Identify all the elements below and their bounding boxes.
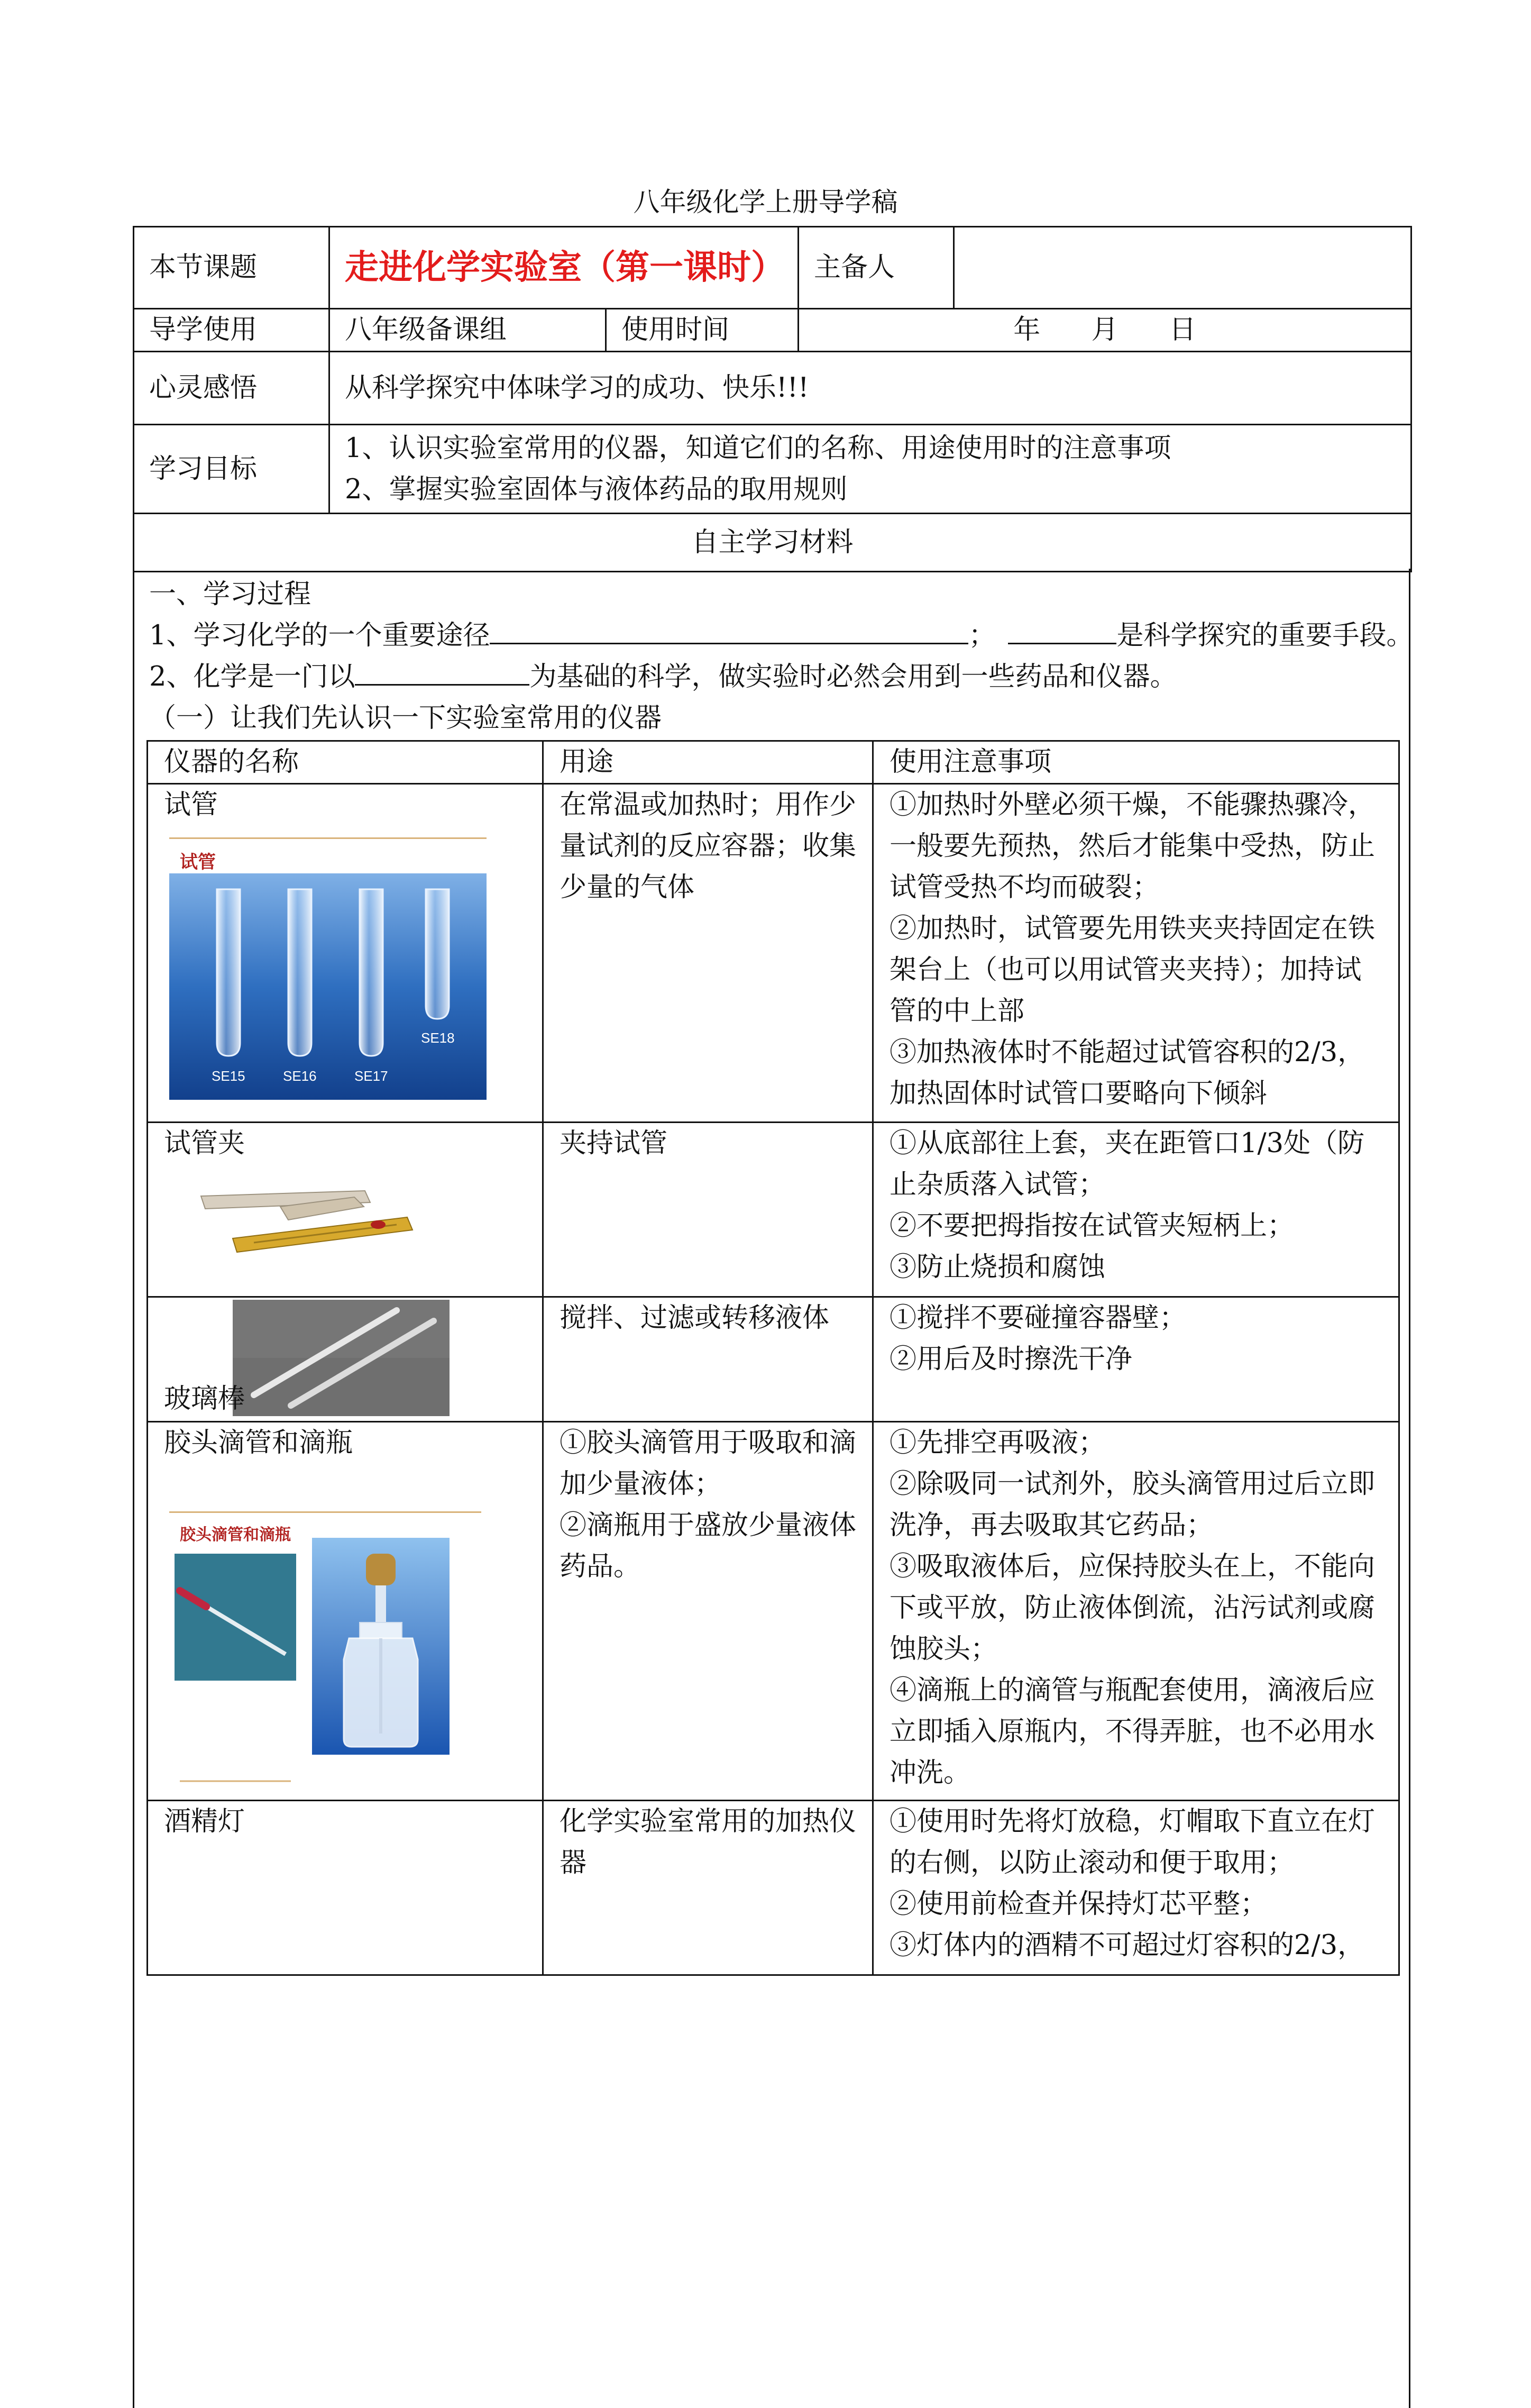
table-row (148, 784, 1399, 1123)
insight-value: 从科学探究中体味学习的成功、快乐!!! (329, 352, 1411, 425)
table-row (148, 1801, 1399, 1975)
instrument-notes (873, 1297, 1399, 1422)
tube-label: SE18 (421, 1030, 455, 1046)
note-item: ④滴瓶上的滴管与瓶配套使用，滴液后应立即插入原瓶内，不得弄脏，也不必用水冲洗。 (890, 1675, 1376, 1789)
goal-item: 1、认识实验室常用的仪器，知道它们的名称、用途使用时的注意事项 (345, 432, 1171, 464)
goals-list (329, 425, 1411, 514)
note-item: ③加热液体时不能超过试管容积的2/3，加热固体时试管口要略向下倾斜 (890, 1037, 1365, 1109)
col-header-notes: 使用注意事项 (873, 741, 1399, 784)
page-title: 八年级化学上册导学稿 (633, 187, 898, 217)
lesson-title: 走进化学实验室（第一课时） (329, 227, 799, 309)
test-tube-photo (169, 873, 487, 1100)
instrument-use: 化学实验室常用的加热仪器 (543, 1801, 873, 1975)
instrument-notes (873, 1123, 1399, 1297)
image-caption: 胶头滴管和滴瓶 (180, 1526, 291, 1544)
self-study-heading: 自主学习材料 (134, 514, 1411, 572)
instrument-name-cell (148, 1123, 543, 1297)
table-row (148, 1123, 1399, 1297)
dropper-bottle-image (164, 1501, 492, 1797)
preparer-label: 主备人 (799, 227, 954, 309)
instrument-notes (873, 1801, 1399, 1975)
question-2: 2、化学是一门以 为基础的科学，做实验时必然会用到一些药品和仪器。 (149, 656, 1177, 698)
instrument-name: 胶头滴管和滴瓶 (164, 1427, 353, 1458)
note-item: ②除吸同一试剂外，胶头滴管用过后立即洗净，再去吸取其它药品； (890, 1468, 1376, 1541)
image-caption: 试管 (180, 852, 216, 873)
test-tube-holder-image (196, 1175, 418, 1265)
note-item: ③灯体内的酒精不可超过灯容积的2/3， (890, 1930, 1365, 1961)
usage-label: 导学使用 (134, 309, 329, 352)
preparer-value (954, 227, 1411, 309)
tube-label: SE15 (212, 1068, 245, 1084)
note-item: ②不要把拇指按在试管夹短柄上； (890, 1210, 1295, 1242)
tube-label: SE16 (283, 1068, 317, 1084)
use-item: ①胶头滴管用于吸取和滴加少量液体； (560, 1427, 857, 1500)
note-item: ③防止烧损和腐蚀 (890, 1252, 1106, 1283)
col-header-use: 用途 (543, 741, 873, 784)
note-item: ①加热时外壁必须干燥，不能骤热骤冷，一般要先预热，然后才能集中受热，防止试管受热不均而破裂； (890, 789, 1376, 903)
instrument-name: 试管夹 (164, 1128, 245, 1159)
instrument-name: 试管 (164, 789, 218, 820)
note-item: ①使用时先将灯放稳，灯帽取下直立在灯的右侧，以防止滚动和便于取用； (890, 1806, 1376, 1878)
process-heading: 一、学习过程 (149, 579, 311, 610)
date-year: 年 (1013, 314, 1041, 345)
goal-item: 2、掌握实验室固体与液体药品的取用规则 (345, 473, 848, 505)
goals-label: 学习目标 (134, 425, 329, 514)
question-1: 1、学习化学的一个重要途径 ； 是科学探究的重要手段。 (149, 615, 1413, 656)
table-row (148, 1297, 1399, 1422)
note-item: ①从底部往上套，夹在距管口1/3处（防止杂质落入试管； (890, 1128, 1365, 1200)
lesson-label: 本节课题 (134, 227, 329, 309)
instrument-name: 玻璃棒 (164, 1383, 245, 1415)
date-day: 日 (1169, 314, 1196, 345)
time-label: 使用时间 (606, 309, 799, 352)
tube-label: SE17 (354, 1068, 388, 1084)
instrument-use: 在常温或加热时；用作少量试剂的反应容器；收集少量的气体 (543, 784, 873, 1123)
note-item: ①搅拌不要碰撞容器壁； (890, 1302, 1187, 1334)
instrument-name-cell (148, 784, 543, 1123)
instruments-table (146, 740, 1400, 1976)
note-item: ②用后及时擦洗干净 (890, 1344, 1133, 1375)
instrument-use: 搅拌、过滤或转移液体 (543, 1297, 873, 1422)
instrument-name-cell (148, 1297, 543, 1422)
note-item: ②使用前检查并保持灯芯平整； (890, 1889, 1268, 1920)
use-item: ②滴瓶用于盛放少量液体药品。 (560, 1510, 857, 1582)
answer-blank[interactable] (355, 656, 529, 686)
answer-blank[interactable] (490, 615, 968, 644)
test-tube-image (164, 826, 492, 1101)
instrument-name: 酒精灯 (148, 1801, 543, 1975)
col-header-name: 仪器的名称 (148, 741, 543, 784)
date-month: 月 (1091, 314, 1119, 345)
lesson-header-table (133, 226, 1412, 572)
instruments-subheading: （一）让我们先认识一下实验室常用的仪器 (149, 703, 662, 734)
note-item: ②加热时，试管要先用铁夹夹持固定在铁架台上（也可以用试管夹夹持）；加持试管的中上部 (890, 913, 1376, 1027)
instrument-use (543, 1422, 873, 1801)
insight-label: 心灵感悟 (134, 352, 329, 425)
instrument-notes (873, 1422, 1399, 1801)
glass-rod-image (233, 1300, 450, 1416)
instrument-notes (873, 784, 1399, 1123)
table-row (148, 1422, 1399, 1801)
usage-value: 八年级备课组 (329, 309, 606, 352)
date-value (799, 309, 1411, 352)
answer-blank[interactable] (1008, 615, 1116, 644)
instrument-use: 夹持试管 (543, 1123, 873, 1297)
note-item: ③吸取液体后，应保持胶头在上，不能向下或平放，防止液体倒流，沾污试剂或腐蚀胶头； (890, 1551, 1376, 1665)
note-item: ①先排空再吸液； (890, 1427, 1106, 1458)
instrument-name-cell (148, 1422, 543, 1801)
